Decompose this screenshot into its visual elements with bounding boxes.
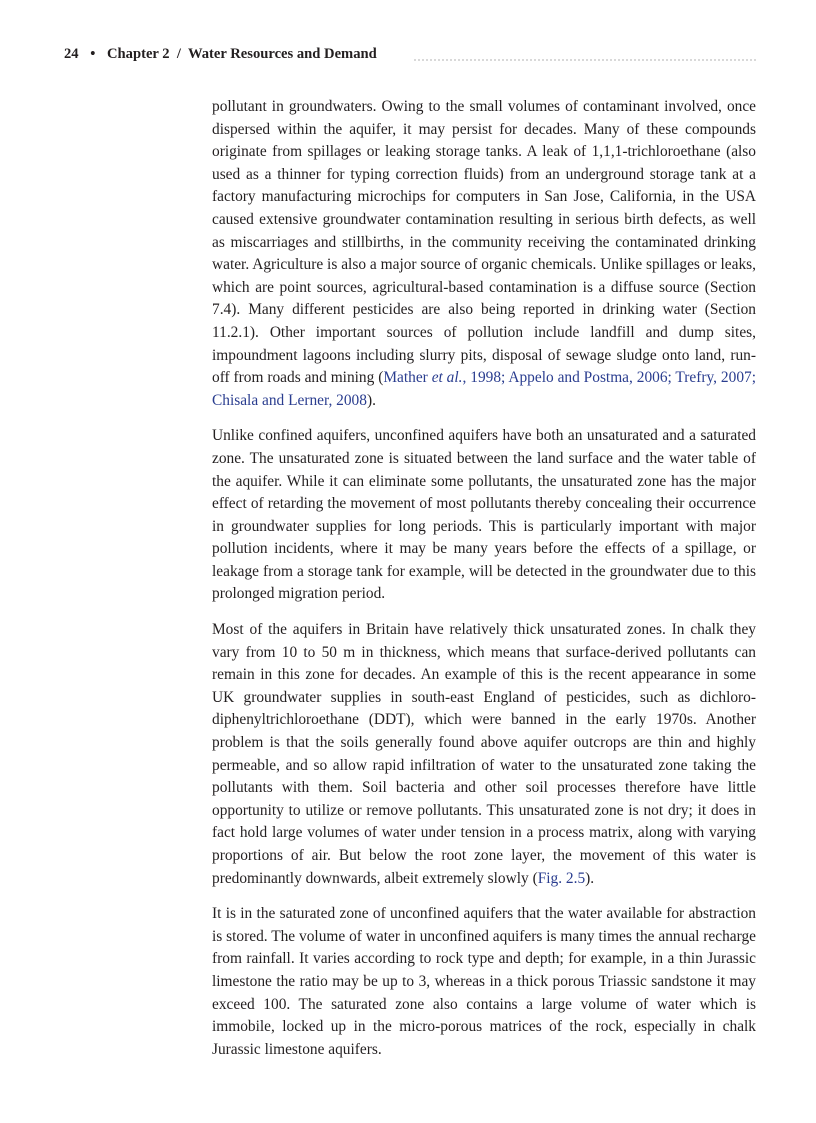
paragraph-2: Unlike confined aquifers, unconfined aquifers have both an unsaturated and a saturated zone. The unsaturated zone is situated between the land surface and the water table of the aquifer. While it can eliminate some pollutants, the unsaturated zone has the major effect of retarding the movement of most pollutants thereby concealing their occurrence in groundwater supplies for long periods. This is particularly important with major pollution incidents, where it may be many years before the effects of a spillage, or leakage from a storage tank for example, will be detected in the groundwater due to this prolonged migration period.	[212, 427, 756, 603]
figure-reference-link[interactable]: Fig. 2.5	[537, 869, 586, 887]
header-dotted-rule	[414, 59, 756, 61]
citation-mather-author: Mather	[383, 369, 432, 387]
citation-appelo-link[interactable]: Appelo and Postma, 2006	[508, 369, 668, 387]
chapter-title: Chapter 2 / Water Resources and Demand	[107, 46, 377, 62]
header-bullet: •	[90, 46, 96, 62]
citation-mather-link[interactable]	[383, 369, 501, 386]
running-head	[64, 46, 756, 68]
citation-chisala-link[interactable]: Chisala and Lerner, 2008	[212, 391, 367, 409]
citation-mather-etal: et al.	[431, 369, 463, 387]
citation-separator: ;	[667, 369, 676, 387]
body-text	[212, 96, 756, 1074]
paragraph-3-end: ).	[585, 869, 595, 887]
paragraph-3-text: Most of the aquifers in Britain have relatively thick unsaturated zones. In chalk they vary from 10 to 50 m in thickness, which means that surface-derived pollutants can remain in this zone for decades. An example of this is the recent appearance in some UK groundwater supplies in south-east England of pesticides, such as dichloro-diphenyltrichloroethane (DDT), which were banned in the early 1970s. Another problem is that the soils generally found above aquifer outcrops are thin and highly permeable, and so allow rapid infiltration of water to the unsaturated zone taking the pollutants with them. Soil bacteria and other soil processes therefore have little opportunity to utilize or remove pollutants. This unsaturated zone is not dry; it does in fact hold large volumes of water under tension in a process matrix, along with varying proportions of air. But below the root zone layer, the movement of this water is predominantly downwards, albeit extremely slowly (	[212, 621, 756, 887]
paragraph-1-text: pollutant in groundwaters. Owing to the small volumes of contaminant involved, once dispersed within the aquifer, it may persist for decades. Many of these compounds originate from spillages or leaking storage tanks. A leak of 1,1,1-trichloroethane (also used as a thinner for typing correction fluids) from an underground storage tank at a factory manufacturing microchips for computers in San Jose, California, in the USA caused extensive groundwater contamination resulting in serious birth defects, as well as miscarriages and stillbirths, in the community receiving the contaminated drinking water. Agriculture is also a major source of organic chemicals. Unlike spillages or leaks, which are point sources, agricultural-based contamination is a diffuse source (Section 7.4). Many different pesticides are also being reported in drinking water (Section 11.2.1). Other important sources of pollution include landfill and dump sites, impoundment lagoons including slurry pits, disposal of sewage sludge onto land, run-off from roads and mining (	[212, 98, 756, 387]
paragraph-1-end: ).	[366, 391, 376, 409]
paragraph-4: It is in the saturated zone of unconfined aquifers that the water available for abstraction is stored. The volume of water in unconfined aquifers is many times the annual recharge from rainfall. It varies according to rock type and depth; for example, in a thin Jurassic limestone the ratio may be up to 3, whereas in a thick porous Triassic sandstone it may exceed 100. The saturated zone also contains a large volume of water which is immobile, locked up in the micro-porous matrices of the rock, especially in chalk Jurassic limestone aquifers.	[212, 905, 756, 1058]
paragraph-3	[212, 619, 756, 890]
paragraph-1	[212, 96, 756, 412]
citation-mather-year: , 1998	[462, 369, 502, 387]
citation-trefry-link[interactable]: Trefry, 2007	[675, 369, 752, 387]
citation-separator: ;	[501, 369, 509, 387]
citation-separator: ;	[751, 369, 756, 387]
page-number: 24	[64, 46, 79, 62]
